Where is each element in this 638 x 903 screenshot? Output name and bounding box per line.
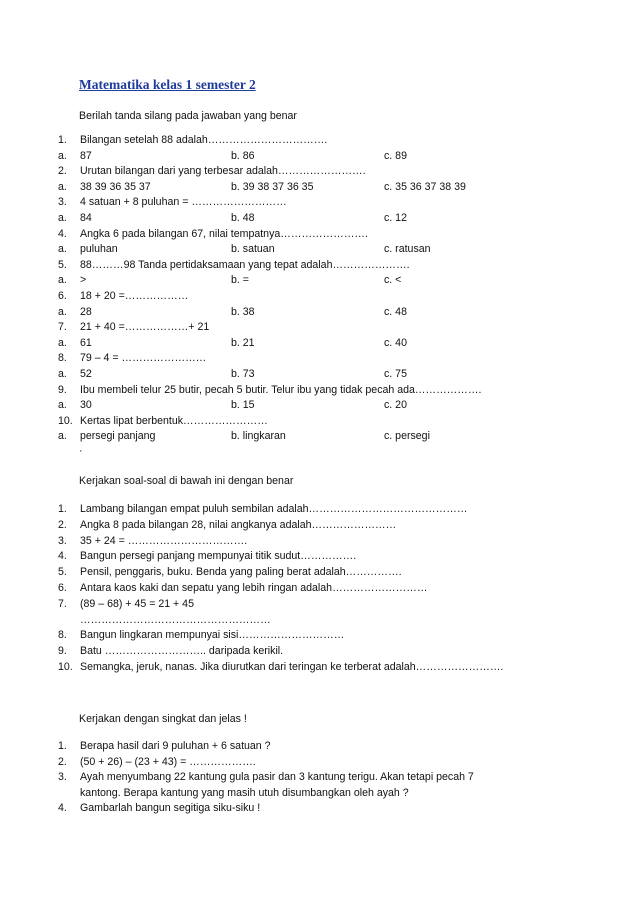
question-row (0, 802, 638, 817)
option-c[interactable]: c. 12 (384, 212, 407, 224)
answer-options-row (0, 181, 638, 196)
item-number: 7. (58, 321, 67, 334)
item-number: 1. (58, 134, 67, 146)
question-text: 79 – 4 = …………………… (80, 352, 207, 365)
question-text: 18 + 20 =……………… (80, 290, 189, 302)
option-c[interactable]: c. persegi (384, 430, 430, 443)
item-number: 3. (58, 534, 67, 547)
question-row (0, 535, 638, 550)
question-row (0, 384, 638, 399)
question-row (0, 196, 638, 211)
question-text: Bilangan setelah 88 adalah……………………………. (80, 134, 328, 146)
question-text: Angka 6 pada bilangan 67, nilai tempatnya……………………. (80, 227, 368, 240)
question-row (0, 134, 638, 149)
answer-options-row (0, 337, 638, 352)
item-number: 3. (58, 196, 67, 209)
question-row (0, 756, 638, 771)
question-text: Bangun lingkaran mempunyai sisi………………………… (80, 629, 345, 642)
answer-options-row (0, 368, 638, 383)
option-b[interactable]: b. 86 (231, 149, 255, 162)
item-number: a. (58, 305, 67, 318)
question-row (0, 519, 638, 534)
option-b[interactable]: b. satuan (231, 243, 275, 256)
option-c[interactable]: c. 35 36 37 38 39 (384, 180, 466, 193)
question-text: ……………………………………………… (80, 613, 271, 626)
option-c[interactable]: c. 20 (384, 399, 407, 412)
option-a[interactable]: 38 39 36 35 37 (80, 180, 151, 193)
question-text: Kertas lipat berbentuk…………………… (80, 414, 268, 427)
option-a[interactable]: 61 (80, 336, 92, 349)
answer-options-row (0, 243, 638, 258)
item-number: 4. (58, 550, 67, 563)
option-b[interactable]: b. 48 (231, 212, 255, 224)
question-text: Batu ……………………….. daripada kerikil. (80, 645, 284, 658)
question-row (0, 566, 638, 581)
option-c[interactable]: c. < (384, 274, 402, 287)
question-row (0, 352, 638, 367)
question-text: 35 + 24 = ……………………………. (80, 534, 248, 547)
item-number: 9. (58, 383, 67, 396)
question-text: (50 + 26) – (23 + 43) = ………………. (80, 755, 256, 768)
item-number: 8. (58, 629, 67, 642)
item-number: 2. (58, 165, 67, 178)
question-text: Ibu membeli telur 25 butir, pecah 5 butir. Telur ibu yang tidak pecah ada………………. (80, 383, 482, 396)
item-number: 6. (58, 290, 67, 302)
item-number: 7. (58, 597, 67, 610)
question-row (0, 598, 638, 613)
option-b[interactable]: b. 21 (231, 336, 255, 349)
option-b[interactable]: b. lingkaran (231, 430, 286, 443)
option-c[interactable]: c. 40 (384, 336, 407, 349)
question-text: Urutan bilangan dari yang terbesar adalah……………………. (80, 165, 366, 178)
option-c[interactable]: c. 75 (384, 368, 407, 380)
option-c[interactable]: c. ratusan (384, 243, 431, 256)
item-number: 10. (58, 414, 73, 427)
item-number: 5. (58, 258, 67, 271)
item-number: 2. (58, 518, 67, 531)
item-number: a. (58, 336, 67, 349)
option-a[interactable]: puluhan (80, 243, 118, 256)
item-number: 4. (58, 802, 67, 815)
question-row (0, 550, 638, 565)
question-text: Gambarlah bangun segitiga siku-siku ! (80, 802, 261, 815)
answer-options-row (0, 306, 638, 321)
page-title: Matematika kelas 1 semester 2 (79, 77, 256, 92)
question-text: kantong. Berapa kantung yang masih utuh disumbangkan oleh ayah ? (80, 786, 409, 799)
question-row (0, 740, 638, 755)
answer-options-row (0, 212, 638, 227)
answer-options-row (0, 430, 638, 445)
question-row (0, 771, 638, 786)
section-separator: · (79, 445, 83, 457)
question-text: Pensil, penggaris, buku. Benda yang paling berat adalah……………. (80, 566, 402, 579)
option-b[interactable]: b. 73 (231, 368, 255, 380)
item-number: 3. (58, 771, 67, 784)
item-number: a. (58, 243, 67, 256)
item-number: a. (58, 368, 67, 380)
item-number: 4. (58, 227, 67, 240)
question-row (0, 629, 638, 644)
item-number: 2. (58, 755, 67, 768)
item-number: 1. (58, 740, 67, 752)
question-text: 88………98 Tanda pertidaksamaan yang tepat adalah…………………. (80, 258, 410, 271)
option-a[interactable]: 87 (80, 149, 92, 162)
question-row (0, 661, 638, 676)
option-a[interactable]: 52 (80, 368, 92, 380)
option-c[interactable]: c. 89 (384, 149, 407, 162)
option-b[interactable]: b. 38 (231, 305, 255, 318)
option-a[interactable]: 28 (80, 305, 92, 318)
item-number: a. (58, 399, 67, 412)
option-a[interactable]: 84 (80, 212, 92, 224)
item-number: a. (58, 180, 67, 193)
item-number: 9. (58, 645, 67, 658)
question-text: 4 satuan + 8 puluhan = ……………………… (80, 196, 287, 209)
answer-options-row (0, 399, 638, 414)
question-row (0, 614, 638, 629)
question-row (0, 645, 638, 660)
question-row (0, 582, 638, 597)
item-number: 8. (58, 352, 67, 365)
item-number: 5. (58, 566, 67, 579)
question-row (0, 503, 638, 518)
option-c[interactable]: c. 48 (384, 305, 407, 318)
item-number: 6. (58, 582, 67, 594)
option-a[interactable]: 30 (80, 399, 92, 412)
item-number: a. (58, 212, 67, 224)
question-row (0, 321, 638, 336)
question-text: Semangka, jeruk, nanas. Jika diurutkan dari teringan ke terberat adalah……………………. (80, 661, 504, 673)
section2-instruction: Kerjakan soal-soal di bawah ini dengan benar (79, 475, 294, 487)
question-text: Angka 8 pada bilangan 28, nilai angkanya adalah…………………… (80, 518, 397, 531)
option-b[interactable]: b. 15 (231, 399, 255, 412)
section1-instruction: Berilah tanda silang pada jawaban yang benar (79, 110, 297, 122)
question-text: Ayah menyumbang 22 kantung gula pasir dan 3 kantung terigu. Akan tetapi pecah 7 (80, 771, 474, 784)
option-a[interactable]: persegi panjang (80, 430, 156, 443)
question-row (0, 415, 638, 430)
question-row (0, 290, 638, 305)
question-text: Lambang bilangan empat puluh sembilan adalah……………………………………… (80, 503, 468, 515)
question-text: Antara kaos kaki dan sepatu yang lebih ringan adalah……………………… (80, 582, 428, 594)
question-row (0, 228, 638, 243)
question-row (0, 787, 638, 802)
item-number: a. (58, 274, 67, 287)
question-text: 21 + 40 =………………+ 21 (80, 321, 210, 334)
question-row (0, 259, 638, 274)
option-b[interactable]: b. = (231, 274, 249, 287)
option-a[interactable]: > (80, 274, 87, 287)
answer-options-row (0, 150, 638, 165)
item-number: a. (58, 430, 67, 443)
section3-instruction: Kerjakan dengan singkat dan jelas ! (79, 713, 247, 725)
answer-options-row (0, 274, 638, 289)
question-text: (89 – 68) + 45 = 21 + 45 (80, 597, 194, 610)
item-number: a. (58, 149, 67, 162)
item-number: 10. (58, 661, 73, 673)
option-b[interactable]: b. 39 38 37 36 35 (231, 180, 314, 193)
question-text: Bangun persegi panjang mempunyai titik sudut……………. (80, 550, 357, 563)
question-row (0, 165, 638, 180)
item-number: 1. (58, 503, 67, 515)
question-text: Berapa hasil dari 9 puluhan + 6 satuan ? (80, 740, 271, 752)
